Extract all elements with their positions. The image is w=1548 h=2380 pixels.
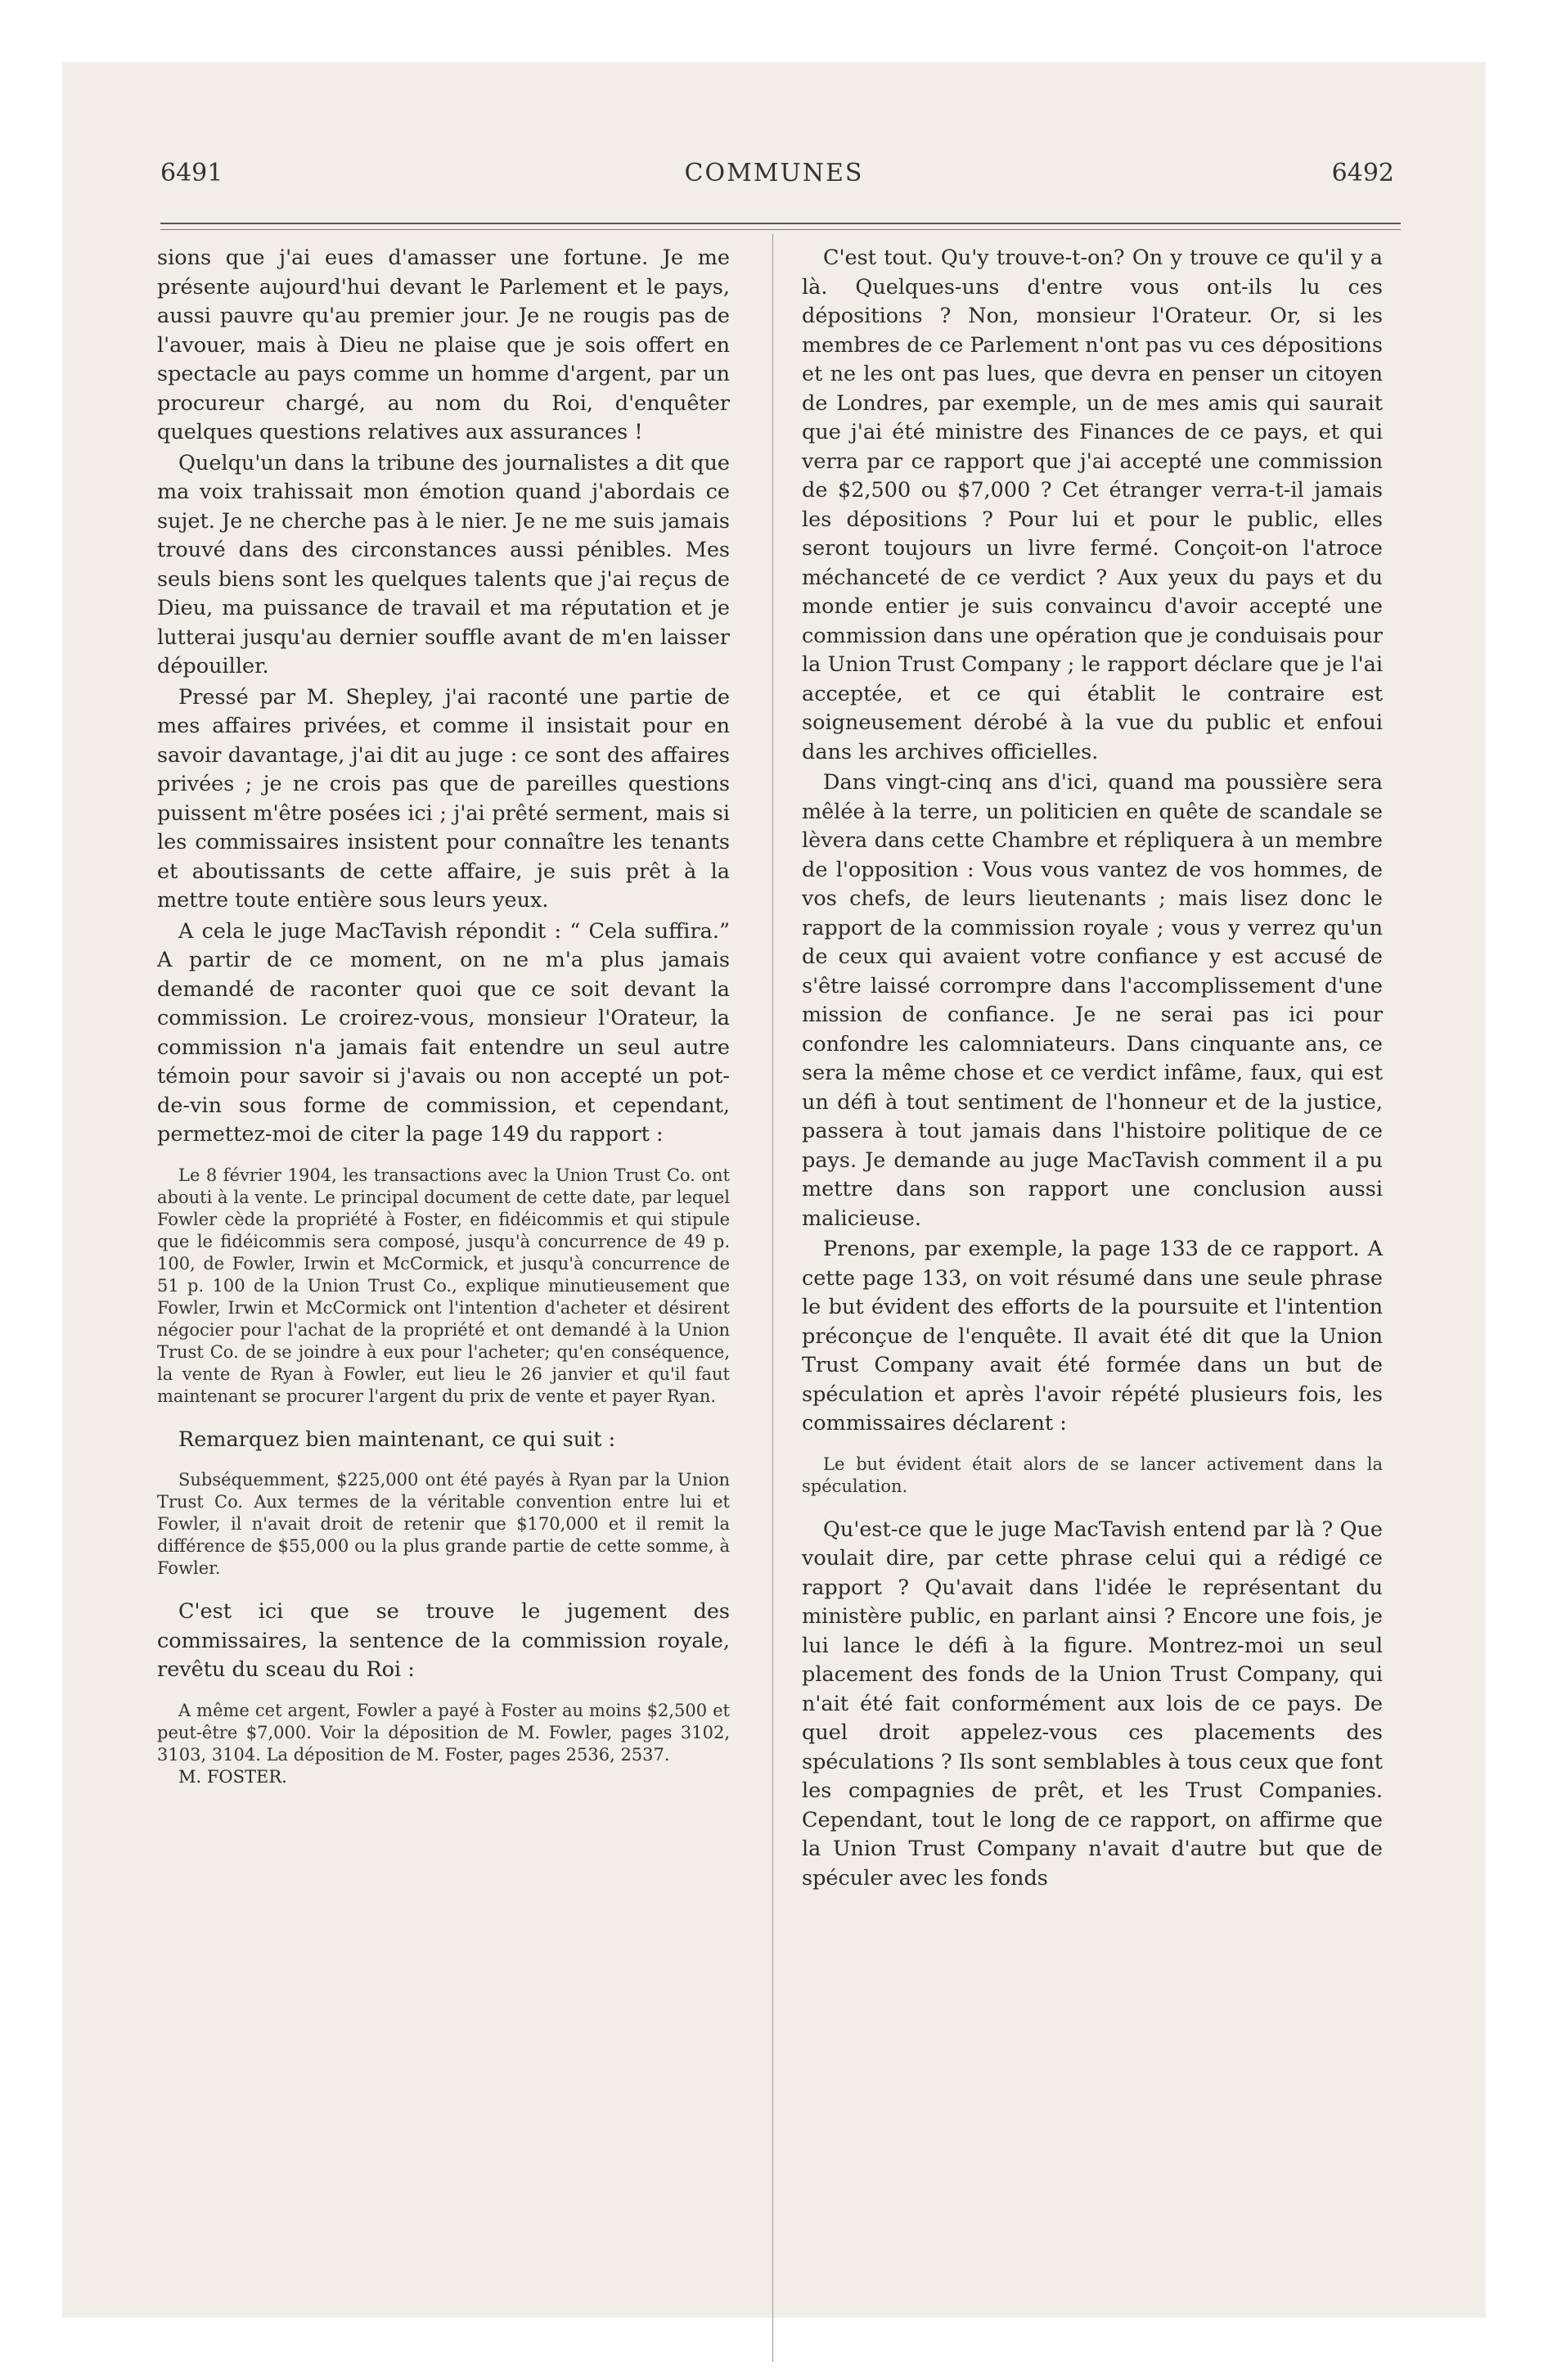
paragraph: C'est ici que se trouve le jugement des commissaires, la sentence de la commission royale, revêtu du sceau du Roi : (157, 1599, 730, 1682)
page-title: COMMUNES (684, 159, 864, 187)
report-quotation: A même cet argent, Fowler a payé à Foster au moins $2,500 et peut-être $7,000. Voir la déposition de M. Fowler, pages 3102, 3103, 3104. La déposition de M. Foster, pages 2536, 2537. (157, 1700, 730, 1765)
left-column (157, 244, 730, 1790)
paragraph: sions que j'ai eues d'amasser une fortune. Je me présente aujourd'hui devant le Parlement et le pays, aussi pauvre qu'au premier jour. Je ne rougis pas de l'avouer, mais à Dieu ne plaise que je sois offert en spectacle au pays comme un homme d'argent, par un procureur chargé, au nom du Roi, d'enquêter quelques questions relatives aux assurances ! (157, 246, 730, 444)
paragraph: Quelqu'un dans la tribune des journalistes a dit que ma voix trahissait mon émotion quand j'abordais ce sujet. Je ne cherche pas à le nier. Je ne me suis jamais trouvé dans des circonstances aussi pénibles. Mes seuls biens sont les quelques talents que j'ai reçus de Dieu, ma puissance de travail et ma réputation et je lutterai jusqu'au dernier souffle avant de m'en laisser dépouiller. (157, 450, 730, 678)
report-quotation: Le but évident était alors de se lancer activement dans la spéculation. (802, 1454, 1383, 1496)
paragraph: C'est tout. Qu'y trouve-t-on? On y trouve ce qu'il y a là. Quelques-uns d'entre vous ont-ils lu ces dépositions ? Non, monsieur l'Orateur. Or, si les membres de ce Parlement n'ont pas vu ces dépositions et ne les ont pas lues, que devra en penser un citoyen de Londres, par exemple, un de mes amis qui saurait que j'ai été ministre des Finances de ce pays, et qui verra par ce rapport que j'ai accepté une commission de $2,500 ou $7,000 ? Cet étranger verra-t-il jamais les dépositions ? Pour lui et pour le public, elles seront toujours un livre fermé. Conçoit-on l'atroce méchanceté de ce verdict ? Aux yeux du pays et du monde entier je suis convaincu d'avoir accepté une commission dans une opération que je conduisais pour la Union Trust Company ; le rapport déclare que je l'ai acceptée, et ce qui établit le contraire est soigneusement dérobé à la vue du public et enfoui dans les archives officielles. (802, 246, 1383, 764)
quotation-signature: M. FOSTER. (178, 1766, 287, 1787)
paragraph: A cela le juge MacTavish répondit : “ Cela suffira.” A partir de ce moment, on ne m'a plus jamais demandé de raconter quoi que ce soit devant la commission. Le croirez-vous, monsieur l'Orateur, la commission n'a jamais fait entendre un seul autre témoin pour savoir si j'avais ou non accepté un pot-de-vin sous forme de commission, et cependant, permettez-moi de citer la page 149 du rapport : (157, 918, 730, 1147)
scanned-page (62, 62, 1486, 2318)
header-rule (160, 223, 1401, 224)
report-quotation: Subséquemment, $225,000 ont été payés à Ryan par la Union Trust Co. Aux termes de la véritable convention entre lui et Fowler, il n'avait droit de retenir que $170,000 et il remit la différence de $55,000 ou la plus grande partie de cette somme, à Fowler. (157, 1470, 730, 1578)
page-number-left: 6491 (160, 159, 223, 187)
paragraph: Remarquez bien maintenant, ce qui suit : (178, 1427, 616, 1452)
paragraph: Qu'est-ce que le juge MacTavish entend par là ? Que voulait dire, par cette phrase celui qui a rédigé ce rapport ? Qu'avait dans l'idée le représentant du ministère public, en parlant ainsi ? Encore une fois, je lui lance le défi à la figure. Montrez-moi un seul placement des fonds de la Union Trust Company, qui n'ait été fait conformément aux lois de ce pays. De quel droit appelez-vous ces placements des spéculations ? Ils sont semblables à tous ceux que font les compagnies de prêt, et les Trust Companies. Cependant, tout le long de ce rapport, on affirme que la Union Trust Company n'avait d'autre but que de spéculer avec les fonds (802, 1517, 1383, 1891)
header-rule-thin (160, 229, 1401, 230)
paragraph: Prenons, par exemple, la page 133 de ce rapport. A cette page 133, on voit résumé dans une seule phrase le but évident des efforts de la poursuite et l'intention préconçue de l'enquête. Il avait été dit que la Union Trust Company avait été formée dans un but de spéculation et après l'avoir répété plusieurs fois, les commissaires déclarent : (802, 1237, 1383, 1436)
right-column (802, 244, 1383, 1895)
report-quotation: Le 8 février 1904, les transactions avec la Union Trust Co. ont abouti à la vente. Le principal document de cette date, par lequel Fowler cède la propriété à Foster, en fidéicommis et qui stipule que le fidéicommis sera composé, jusqu'à concurrence de 49 p. 100, de Fowler, Irwin et McCormick, et jusqu'à concurrence de 51 p. 100 de la Union Trust Co., explique minutieusement que Fowler, Irwin et McCormick ont l'intention d'acheter et désirent négocier pour l'achat de la propriété et ont demandé à la Union Trust Co. de se joindre à eux pour l'acheter; qu'en conséquence, la vente de Ryan à Fowler, eut lieu le 26 janvier et qu'il faut maintenant se procurer l'argent du prix de vente et payer Ryan. (157, 1165, 730, 1406)
running-header (62, 159, 1486, 192)
paragraph: Pressé par M. Shepley, j'ai raconté une partie de mes affaires privées, et comme il insistait pour en savoir davantage, j'ai dit au juge : ce sont des affaires privées ; je ne crois pas que de pareilles questions puissent m'être posées ici ; j'ai prêté serment, mais si les commissaires insistent pour connaître les tenants et aboutissants de cette affaire, je suis prêt à la mettre toute entière sous leurs yeux. (157, 684, 730, 913)
paragraph: Dans vingt-cinq ans d'ici, quand ma poussière sera mêlée à la terre, un politicien en quête de scandale se lèvera dans cette Chambre et répliquera à un membre de l'opposition : Vous vous vantez de vos hommes, de vos chefs, de leurs lieutenants ; mais lisez donc le rapport de la commission royale ; vous y verrez qu'un de ceux qui avaient votre confiance y est accusé de s'être laissé corrompre dans l'accomplissement d'une mission de confiance. Je ne serai pas ici pour confondre les calomniateurs. Dans cinquante ans, ce sera la même chose et ce verdict infâme, faux, qui est un défi à tout sentiment de l'honneur et de la justice, passera à tout jamais dans l'histoire politique de ce pays. Je demande au juge MacTavish comment il a pu mettre dans son rapport une conclusion aussi malicieuse. (802, 770, 1383, 1231)
column-divider (772, 234, 773, 2362)
page-number-right: 6492 (1331, 159, 1394, 187)
